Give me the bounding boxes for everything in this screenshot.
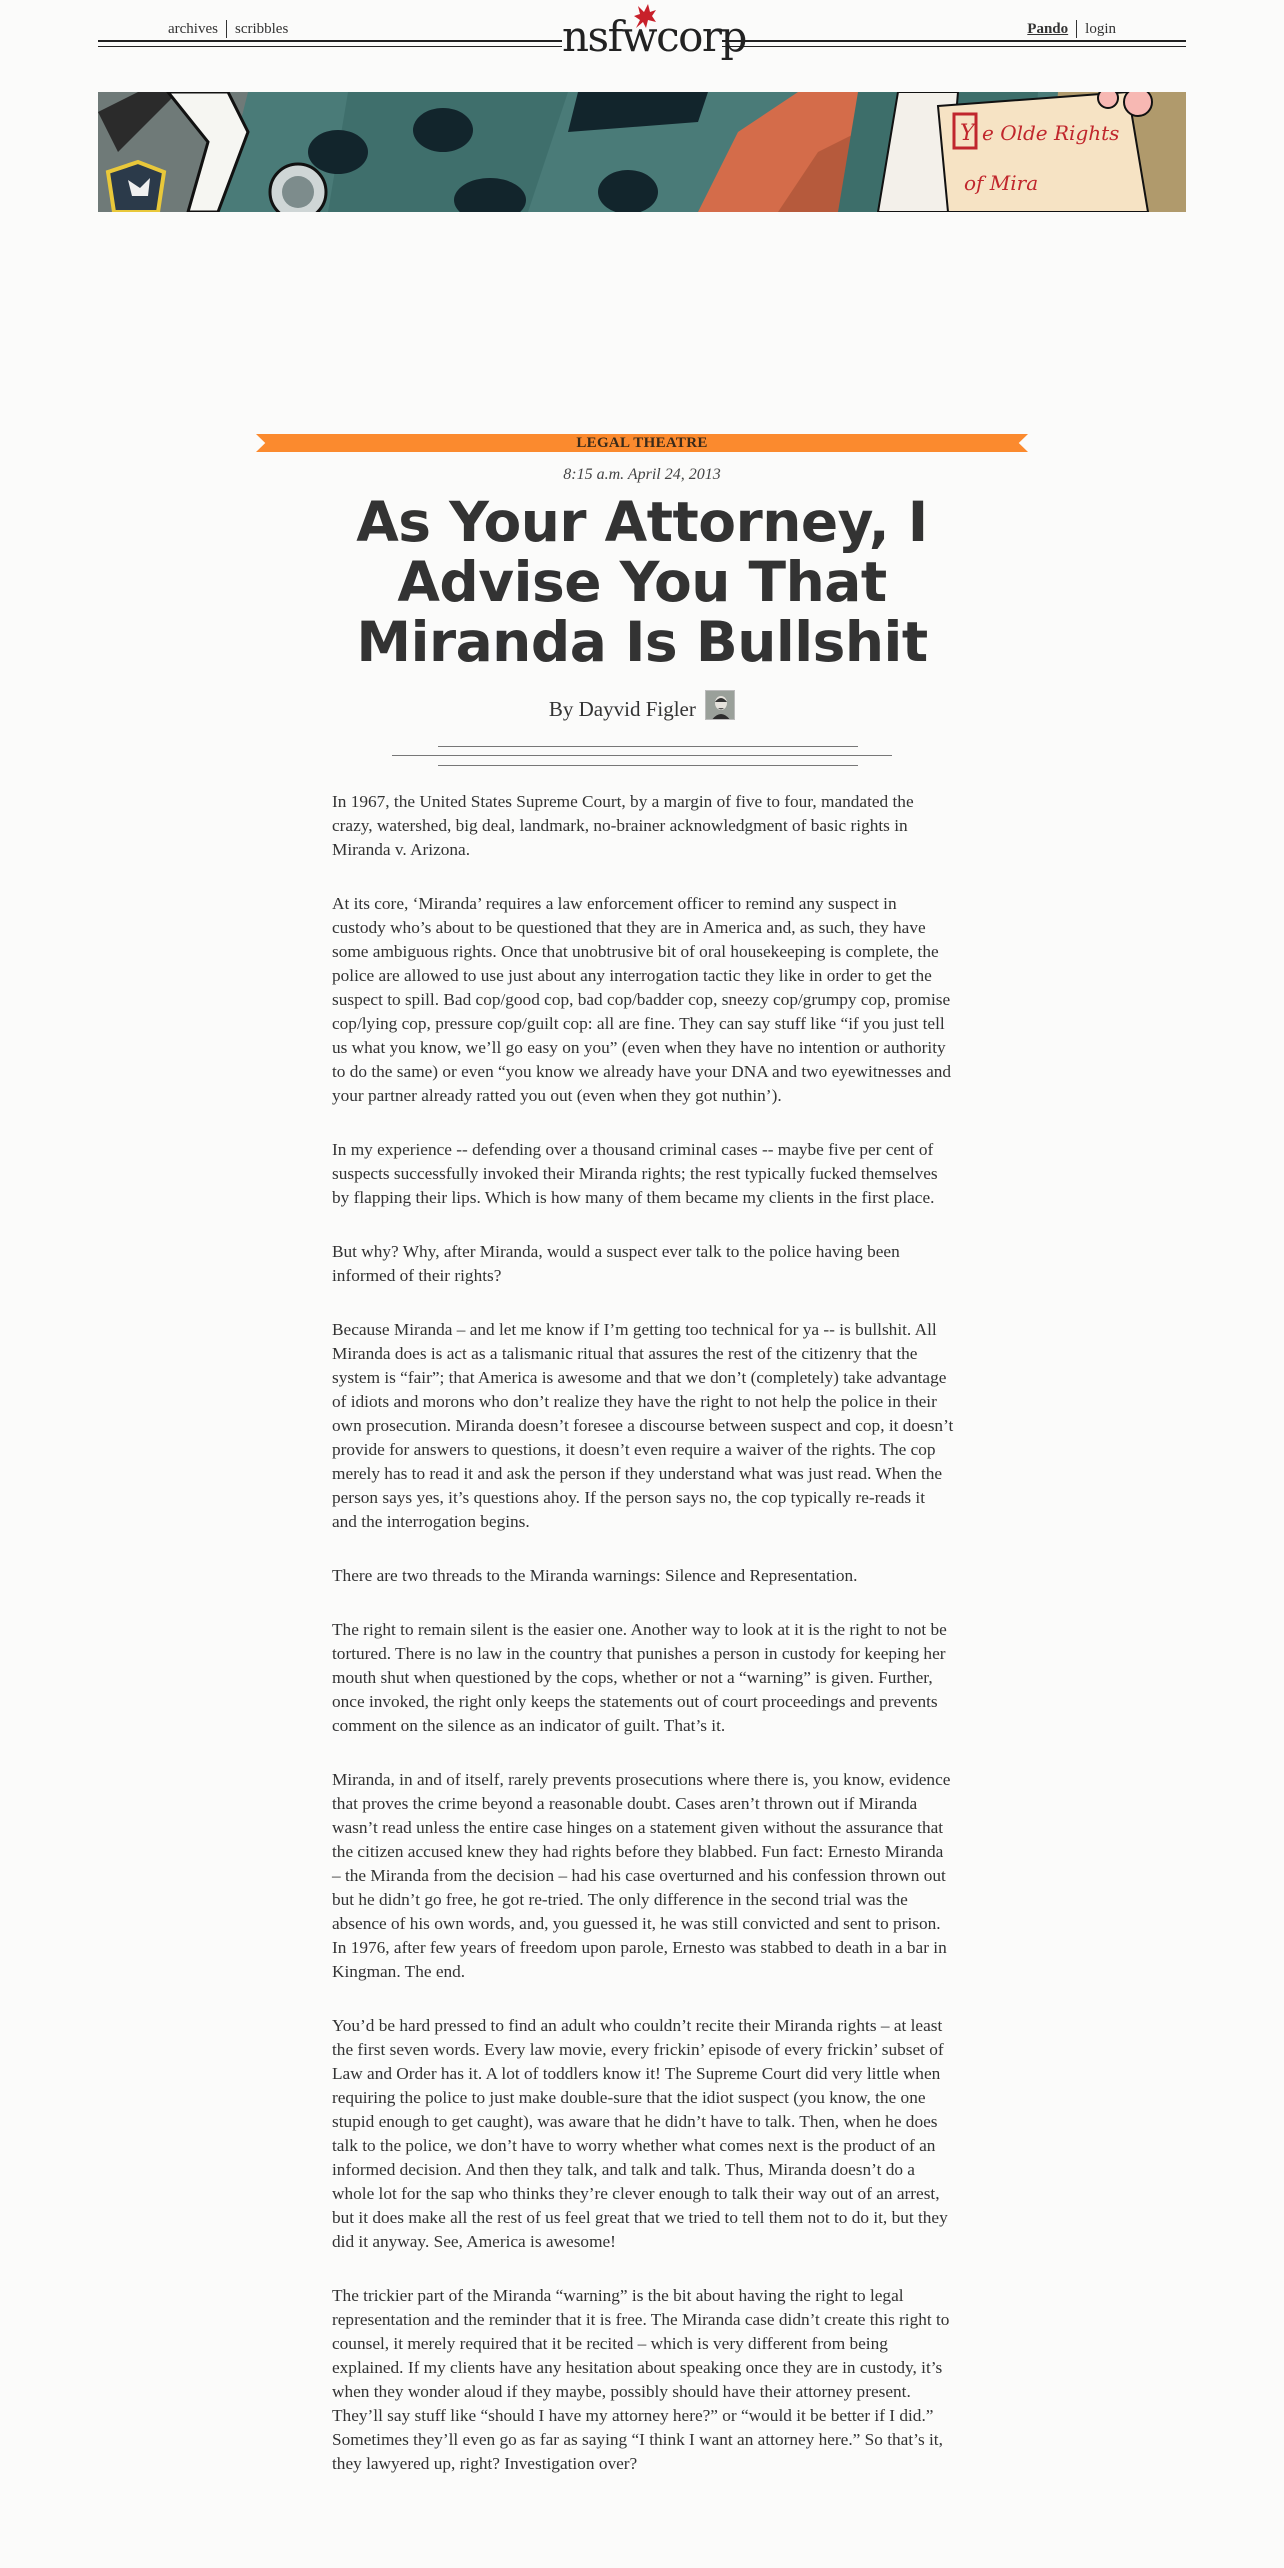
byline — [0, 690, 1284, 722]
nav-divider — [226, 20, 227, 38]
nav-pando-link[interactable]: Pando — [1027, 20, 1069, 37]
article-title: As Your Attorney, I Advise You That Miranda Is Bullshit — [356, 490, 928, 674]
svg-text:of Mira: of Mira — [964, 171, 1039, 195]
section-label: LEGAL THEATRE — [576, 435, 708, 451]
nav-left — [168, 20, 288, 38]
article-banner-illustration — [98, 92, 1186, 212]
logo-text: nsfwcorp — [562, 12, 746, 61]
nav-scribbles-link[interactable]: scribbles — [234, 20, 289, 37]
author-link[interactable]: Dayvid Figler — [578, 697, 696, 721]
article-paragraph: But why? Why, after Miranda, would a suspect ever talk to the police having been informed of their rights? — [332, 1242, 900, 1285]
byline-divider — [392, 755, 892, 756]
author-avatar[interactable] — [705, 690, 735, 720]
article-paragraph: There are two threads to the Miranda warnings: Silence and Representation. — [332, 1566, 858, 1585]
article-paragraph: The trickier part of the Miranda “warning” is the bit about having the right to legal representation and the reminder that it is free. The Miranda case didn’t create this right to counsel, it merely required that it be recited – which is very different from being explained. If my clients have any hesitation about speaking once they are in custody, it’s when they wonder aloud if they maybe, possibly should have their attorney present. They’ll say stuff like “should I have my attorney here?” or “would it be better if I did.” Sometimes they’ll even go as far as saying “I think I want an attorney here.” So that’s it, they lawyered up, right? Investigation over? — [332, 2286, 950, 2473]
article-paragraph: In my experience -- defending over a thousand criminal cases -- maybe five per cent of suspects successfully invoked their Miranda rights; the rest typically fucked themselves by flapping their lips. Which is how many of them became my clients in the first place. — [332, 1140, 938, 1207]
byline-divider — [438, 765, 858, 766]
article-paragraph: You’d be hard pressed to find an adult who couldn’t recite their Miranda rights – at least the first seven words. Every law movie, every frickin’ episode of every frickin’ subset of Law and Order has it. A lot of toddlers know it! The Supreme Court did very little when requiring the police to just make double-sure that the idiot suspect (you know, the one stupid enough to get caught), was aware that he didn’t have to talk. Then, when he does talk to the police, we don’t have to worry whether what comes next is the product of an informed decision. And then they talk, and talk and talk. Thus, Miranda doesn’t do a whole lot for the sap who thinks they’re clever enough to talk their way out of an arrest, but it does make all the rest of us feel great that we tried to tell them not to do it, but they did it anyway. See, America is awesome! — [332, 2016, 948, 2251]
banner-art — [98, 92, 1186, 212]
article-body — [332, 790, 954, 2506]
article-dateline: 8:15 a.m. April 24, 2013 — [563, 466, 721, 483]
nav-archives-link[interactable]: archives — [168, 20, 218, 37]
svg-text:Y: Y — [960, 121, 975, 146]
nav-login-link[interactable]: login — [1085, 20, 1116, 37]
byline-divider — [438, 746, 858, 747]
avatar-portrait-icon — [706, 691, 735, 720]
section-ribbon[interactable] — [256, 434, 1028, 452]
article-paragraph: In 1967, the United States Supreme Court, by a margin of five to four, mandated the crazy, watershed, big deal, landmark, no-brainer acknowledgment of basic rights in Miranda v. Arizona. — [332, 792, 914, 859]
byline-prefix: By — [548, 697, 574, 721]
nav-divider — [1076, 20, 1077, 38]
nav-right — [1027, 20, 1116, 38]
article-paragraph: At its core, ‘Miranda’ requires a law enforcement officer to remind any suspect in custody who’s about to be questioned that they are in America and, as such, they have some ambiguous rights. Once that unobtrusive bit of oral housekeeping is complete, the police are allowed to use just about any interrogation tactic they like in order to get the suspect to spill. Bad cop/good cop, bad cop/badder cop, sneezy cop/grumpy cop, promise cop/lying cop, pressure cop/guilt cop: all are fine. They can say stuff like “if you just tell us what you know, we’ll go easy on you” (even when they have no intention or authority to do the same) or even “you know we already have your DNA and two eyewitnesses and your partner already ratted you out (even when they got nuthin’). — [332, 894, 952, 1105]
article-paragraph: The right to remain silent is the easier one. Another way to look at it is the right to not be tortured. There is no law in the country that punishes a person in custody for keeping her mouth shut when questioned by the cops, whether or not a “warning” is given. Further, once invoked, the right only keeps the statements out of court proceedings and prevents comment on the silence as an indicator of guilt. That’s it. — [332, 1620, 947, 1735]
article-paragraph: Miranda, in and of itself, rarely prevents prosecutions where there is, you know, evidence that proves the crime beyond a reasonable doubt. Cases aren’t thrown out if Miranda wasn’t read unless the entire case hinges on a statement given without the assurance that the citizen accused knew they had rights before they blabbed. Fun fact: Ernesto Miranda – the Miranda from the decision – had his case overturned and his confession thrown out but he didn’t go free, he got re-tried. The only difference in the second trial was the absence of his own words, and, you guessed it, he was still convicted and sent to prison. In 1976, after few years of freedom upon parole, Ernesto was stabbed to death in a bar in Kingman. The end. — [332, 1770, 951, 1981]
site-logo[interactable] — [562, 0, 746, 70]
svg-text:e Olde Rights: e Olde Rights — [982, 121, 1120, 145]
site-header — [98, 0, 1186, 70]
article-paragraph: Because Miranda – and let me know if I’m getting too technical for ya -- is bullshit. All Miranda does is act as a talismanic ritual that assures the rest of the citizenry that the system is “fair”; that America is awesome and that we don’t (completely) take advantage of idiots and morons who don’t realize they have the right to not help the police in their own prosecution. Miranda doesn’t foresee a discourse between suspect and cop, it doesn’t provide for answers to questions, it doesn’t even require a waiver of the rights. The cop merely has to read it and ask the person if they understand what was just read. When the person says yes, it’s questions ahoy. If the person says no, the cop typically re-reads it and the interrogation begins. — [332, 1320, 954, 1531]
